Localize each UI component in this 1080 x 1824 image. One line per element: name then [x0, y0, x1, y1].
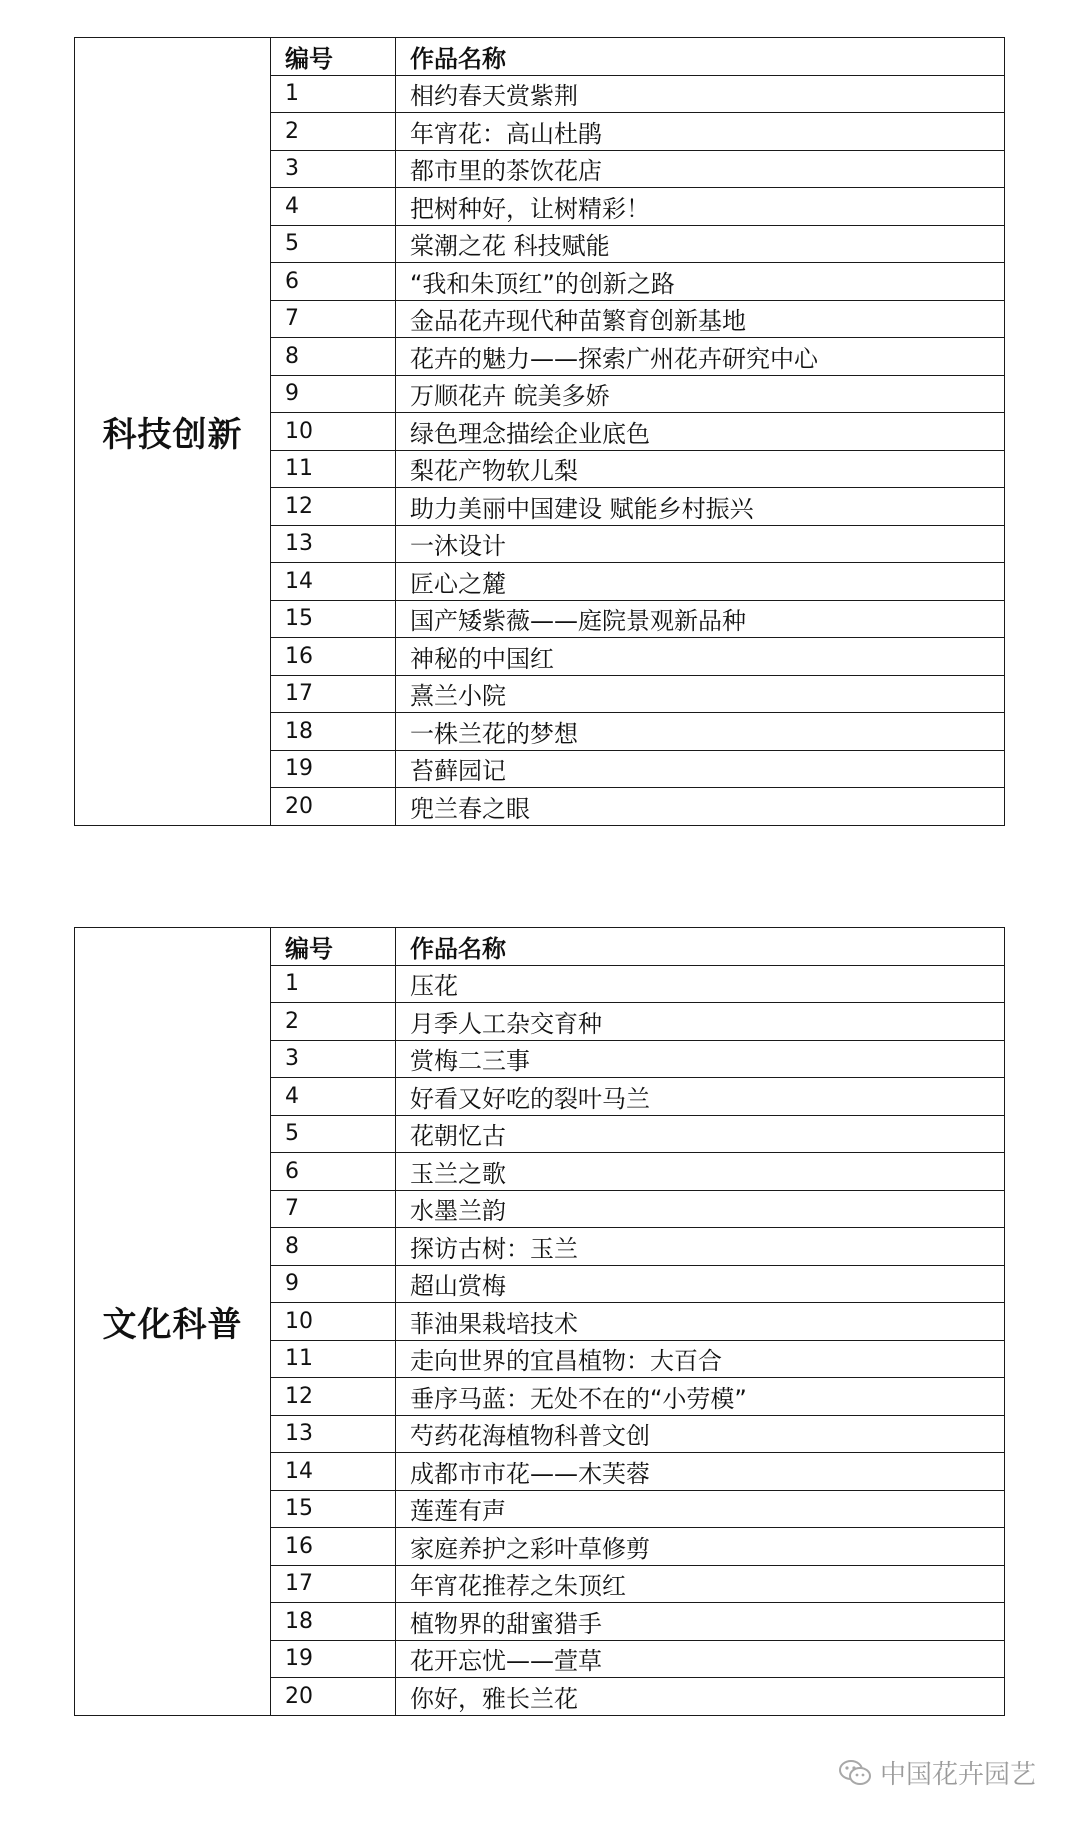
work-title: 一株兰花的梦想 [396, 713, 1005, 751]
work-title: 赏梅二三事 [396, 1040, 1005, 1078]
row-number: 15 [271, 600, 396, 638]
award-table-culture-science [74, 927, 1005, 1716]
row-number: 18 [271, 713, 396, 751]
work-title: 垂序马蓝：无处不在的“小劳模” [396, 1378, 1005, 1416]
row-number: 20 [271, 788, 396, 826]
work-title: 绿色理念描绘企业底色 [396, 413, 1005, 451]
work-title: 匠心之麓 [396, 563, 1005, 601]
row-number: 16 [271, 1528, 396, 1566]
work-title: 都市里的茶饮花店 [396, 150, 1005, 188]
row-number: 16 [271, 638, 396, 676]
column-header-name: 作品名称 [396, 928, 1005, 966]
work-title: 相约春天赏紫荆 [396, 75, 1005, 113]
category-label: 文化科普 [75, 928, 271, 1716]
row-number: 19 [271, 750, 396, 788]
column-header-name: 作品名称 [396, 38, 1005, 76]
row-number: 9 [271, 1265, 396, 1303]
header-row [75, 38, 1005, 76]
row-number: 10 [271, 1303, 396, 1341]
watermark-text: 中国花卉园艺 [880, 1760, 1037, 1790]
work-title: 植物界的甜蜜猎手 [396, 1603, 1005, 1641]
work-title: 月季人工杂交育种 [396, 1003, 1005, 1041]
work-title: 神秘的中国红 [396, 638, 1005, 676]
row-number: 5 [271, 1115, 396, 1153]
row-number: 6 [271, 263, 396, 301]
row-number: 18 [271, 1603, 396, 1641]
watermark [838, 1754, 1036, 1791]
work-title: 家庭养护之彩叶草修剪 [396, 1528, 1005, 1566]
award-table-tech-innovation [74, 37, 1005, 826]
header-row [75, 928, 1005, 966]
row-number: 1 [271, 965, 396, 1003]
row-number: 2 [271, 113, 396, 151]
work-title: 国产矮紫薇——庭院景观新品种 [396, 600, 1005, 638]
work-title: 花朝忆古 [396, 1115, 1005, 1153]
row-number: 15 [271, 1490, 396, 1528]
row-number: 6 [271, 1153, 396, 1191]
work-title: 熹兰小院 [396, 675, 1005, 713]
column-header-number: 编号 [271, 38, 396, 76]
row-number: 17 [271, 675, 396, 713]
work-title: 把树种好，让树精彩！ [396, 188, 1005, 226]
work-title: 年宵花推荐之朱顶红 [396, 1565, 1005, 1603]
work-title: 成都市市花——木芙蓉 [396, 1453, 1005, 1491]
row-number: 12 [271, 488, 396, 526]
row-number: 8 [271, 1228, 396, 1266]
work-title: 棠潮之花 科技赋能 [396, 225, 1005, 263]
work-title: 超山赏梅 [396, 1265, 1005, 1303]
work-title: 玉兰之歌 [396, 1153, 1005, 1191]
row-number: 9 [271, 375, 396, 413]
work-title: 水墨兰韵 [396, 1190, 1005, 1228]
row-number: 4 [271, 188, 396, 226]
row-number: 10 [271, 413, 396, 451]
work-title: 金品花卉现代种苗繁育创新基地 [396, 300, 1005, 338]
row-number: 11 [271, 1340, 396, 1378]
work-title: 花卉的魅力——探索广州花卉研究中心 [396, 338, 1005, 376]
work-title: 探访古树：玉兰 [396, 1228, 1005, 1266]
row-number: 1 [271, 75, 396, 113]
column-header-number: 编号 [271, 928, 396, 966]
row-number: 17 [271, 1565, 396, 1603]
row-number: 3 [271, 150, 396, 188]
work-title: 走向世界的宜昌植物：大百合 [396, 1340, 1005, 1378]
category-label: 科技创新 [75, 38, 271, 826]
work-title: 花开忘忧——萱草 [396, 1640, 1005, 1678]
row-number: 2 [271, 1003, 396, 1041]
row-number: 13 [271, 525, 396, 563]
row-number: 4 [271, 1078, 396, 1116]
work-title: 梨花产物软儿梨 [396, 450, 1005, 488]
row-number: 7 [271, 1190, 396, 1228]
work-title: “我和朱顶红”的创新之路 [396, 263, 1005, 301]
row-number: 3 [271, 1040, 396, 1078]
work-title: 压花 [396, 965, 1005, 1003]
work-title: 兜兰春之眼 [396, 788, 1005, 826]
work-title: 好看又好吃的裂叶马兰 [396, 1078, 1005, 1116]
work-title: 一沐设计 [396, 525, 1005, 563]
row-number: 19 [271, 1640, 396, 1678]
row-number: 7 [271, 300, 396, 338]
work-title: 年宵花：高山杜鹃 [396, 113, 1005, 151]
row-number: 8 [271, 338, 396, 376]
work-title: 芍药花海植物科普文创 [396, 1415, 1005, 1453]
work-title: 助力美丽中国建设 赋能乡村振兴 [396, 488, 1005, 526]
row-number: 11 [271, 450, 396, 488]
work-title: 万顺花卉 皖美多娇 [396, 375, 1005, 413]
row-number: 20 [271, 1678, 396, 1716]
row-number: 14 [271, 563, 396, 601]
work-title: 菲油果栽培技术 [396, 1303, 1005, 1341]
row-number: 14 [271, 1453, 396, 1491]
row-number: 12 [271, 1378, 396, 1416]
row-number: 5 [271, 225, 396, 263]
wechat-icon [838, 1758, 872, 1788]
row-number: 13 [271, 1415, 396, 1453]
work-title: 苔藓园记 [396, 750, 1005, 788]
work-title: 你好，雅长兰花 [396, 1678, 1005, 1716]
work-title: 莲莲有声 [396, 1490, 1005, 1528]
